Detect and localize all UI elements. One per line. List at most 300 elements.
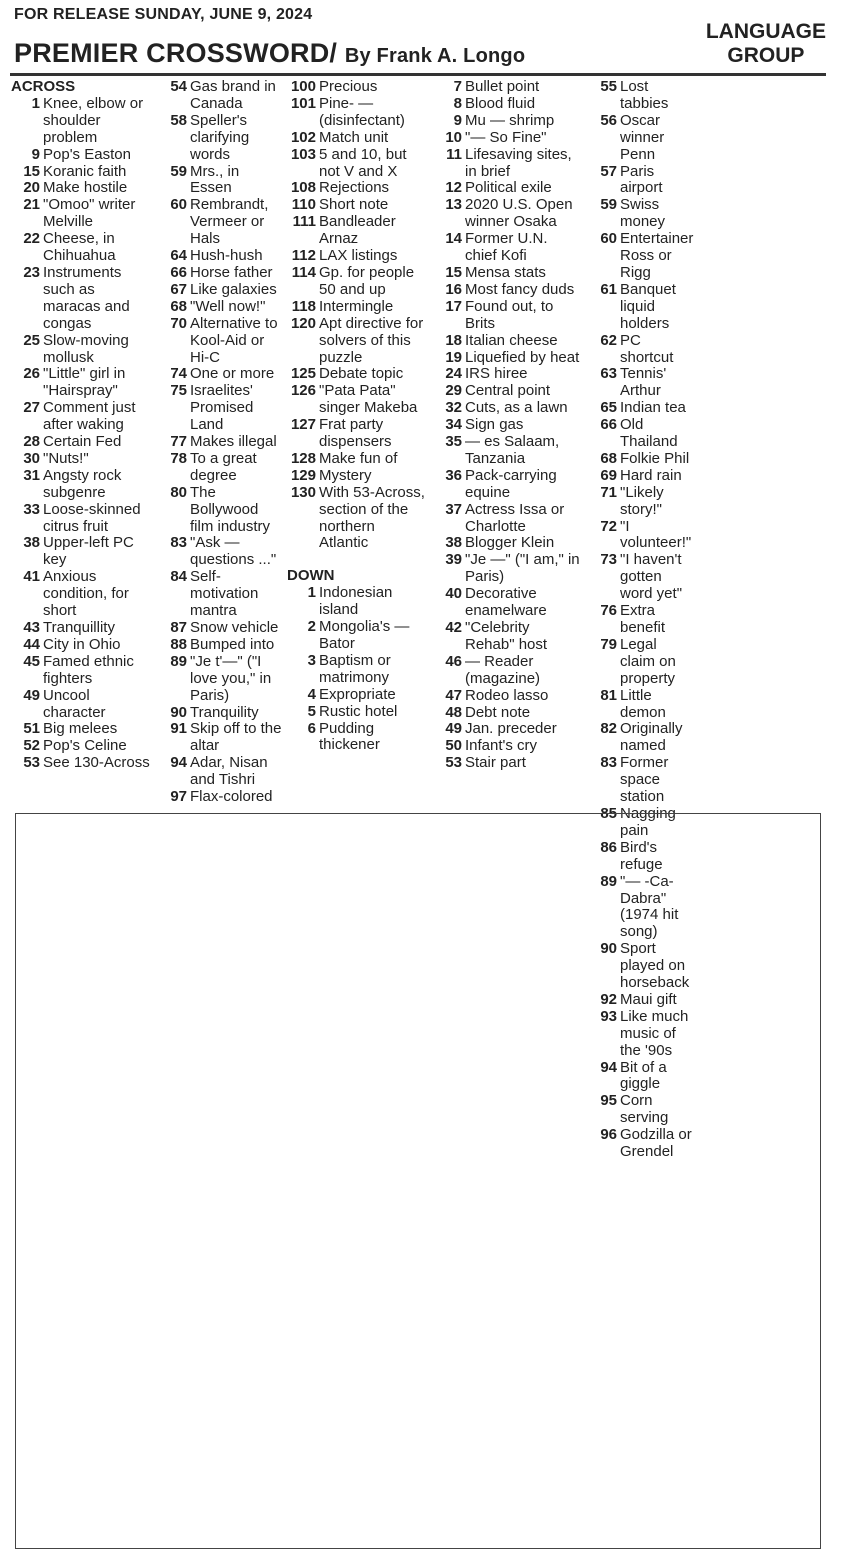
clue-text: City in Ohio (43, 635, 121, 653)
clue-text: Short note (319, 196, 389, 214)
clue-number: 83 (170, 534, 187, 552)
clue-number: 65 (600, 399, 617, 417)
publisher-group (706, 20, 826, 68)
down-clue (433, 197, 583, 231)
clue-text: Intermingle (319, 297, 394, 315)
down-clue (433, 113, 583, 130)
clue-number: 86 (600, 838, 617, 856)
across-clue (11, 637, 153, 654)
down-clue (433, 755, 583, 772)
down-clue (433, 535, 583, 552)
clue-number: 95 (600, 1092, 617, 1110)
clue-text: Political exile (465, 179, 552, 197)
across-clue (287, 468, 427, 485)
clue-text: Make fun of (319, 449, 398, 467)
across-clue (158, 569, 282, 620)
down-clue (433, 130, 583, 147)
release-line: FOR RELEASE SUNDAY, JUNE 9, 2024 (14, 6, 313, 23)
clue-number: 74 (170, 365, 187, 383)
across-clue (158, 265, 282, 282)
clue-text: Debate topic (319, 365, 404, 383)
clue-number: 81 (600, 686, 617, 704)
clue-number: 55 (600, 78, 617, 95)
across-clue (11, 147, 153, 164)
clue-number: 71 (600, 483, 617, 501)
clue-number: 114 (291, 263, 316, 281)
clue-number: 31 (23, 466, 40, 484)
clue-number: 90 (170, 703, 187, 721)
clue-text: The Bollywood film industry (190, 483, 271, 535)
down-clue (287, 585, 427, 619)
clue-number: 66 (600, 416, 617, 434)
clue-text: Jan. preceder (465, 720, 557, 738)
across-clue (158, 79, 282, 113)
clue-text: Knee, elbow or shoulder problem (43, 94, 144, 146)
clue-number: 13 (445, 196, 462, 214)
across-clue (287, 366, 427, 383)
clue-text: Snow vehicle (190, 619, 279, 636)
clue-number: 10 (445, 128, 462, 146)
clue-text: Entertainer Ross or Rigg (620, 230, 694, 281)
across-clue (158, 654, 282, 705)
down-clue (433, 299, 583, 333)
clue-number: 90 (600, 940, 617, 958)
clue-number: 8 (453, 94, 462, 112)
clue-number: 70 (170, 314, 187, 332)
clue-number: 35 (445, 433, 462, 451)
clue-text: Comment just after waking (43, 399, 136, 434)
clue-text: Gp. for people 50 and up (319, 263, 415, 298)
clue-text: Sign gas (465, 416, 524, 434)
down-clue (588, 688, 692, 722)
clue-text: "Pata Pata" singer Makeba (319, 382, 418, 417)
clue-text: Upper-left PC key (43, 534, 134, 569)
clue-number: 69 (600, 466, 617, 484)
clue-text: Pop's Celine (43, 737, 127, 755)
down-clue (287, 619, 427, 653)
down-clue (588, 282, 692, 333)
clue-number: 103 (290, 145, 316, 163)
clue-text: Originally named (620, 720, 683, 755)
clue-text: Alternative to Kool-Aid or Hi-C (190, 314, 278, 366)
clue-number: 108 (290, 179, 316, 197)
across-clue (11, 755, 153, 772)
clue-text: "Omoo" writer Melville (43, 196, 136, 231)
clue-text: Lifesaving sites, in brief (465, 145, 572, 180)
clue-text: 5 and 10, but not V and X (319, 145, 407, 180)
clue-text: Godzilla or Grendel (620, 1126, 692, 1161)
clue-text: Big melees (43, 720, 118, 738)
clue-text: Blogger Klein (465, 534, 555, 552)
clue-text: Blood fluid (465, 94, 536, 112)
clue-number: 100 (290, 78, 316, 95)
crossword-grid[interactable] (15, 813, 821, 1549)
clue-column (11, 79, 153, 772)
clue-text: Gas brand in Canada (190, 78, 276, 112)
clue-text: "I volunteer!" (620, 517, 692, 552)
across-clue (158, 434, 282, 451)
down-clue (433, 552, 583, 586)
clue-text: Adar, Nisan and Tishri (190, 754, 268, 789)
clue-text: "Ask — questions ..." (190, 534, 277, 569)
clue-number: 9 (453, 111, 462, 129)
down-clue (433, 721, 583, 738)
clue-number: 44 (23, 635, 40, 653)
clue-number: 4 (307, 685, 316, 703)
clue-number: 16 (445, 280, 462, 298)
clue-number: 120 (290, 314, 316, 332)
across-clue (11, 654, 153, 688)
across-clue (11, 400, 153, 434)
across-clue (287, 79, 427, 96)
clue-text: Match unit (319, 128, 389, 146)
clue-number: 46 (445, 652, 462, 670)
clue-number: 41 (23, 568, 40, 586)
across-clue (158, 721, 282, 755)
down-clue (588, 400, 692, 417)
clue-number: 73 (600, 551, 617, 569)
clue-text: "Nuts!" (43, 449, 89, 467)
clue-number: 54 (170, 78, 187, 95)
across-clue (287, 451, 427, 468)
clue-number: 5 (307, 702, 316, 720)
clue-number: 78 (170, 449, 187, 467)
clue-text: Banquet liquid holders (620, 280, 676, 332)
clue-number: 26 (23, 365, 40, 383)
clue-text: IRS hiree (465, 365, 528, 383)
clue-column (287, 79, 427, 754)
down-clue (433, 400, 583, 417)
down-clue (588, 79, 692, 113)
clue-text: — es Salaam, Tanzania (465, 433, 560, 467)
clue-text: Liquefied by heat (465, 348, 580, 366)
across-clue (287, 316, 427, 367)
clue-text: PC shortcut (620, 331, 674, 366)
down-clue (287, 704, 427, 721)
group-line-1: LANGUAGE (705, 20, 826, 43)
clue-number: 93 (600, 1007, 617, 1025)
clue-text: Expropriate (319, 685, 396, 703)
down-clue (588, 637, 692, 688)
clue-text: Little demon (620, 686, 666, 721)
down-clue (588, 603, 692, 637)
clue-number: 57 (600, 162, 617, 180)
clue-text: To a great degree (190, 449, 257, 484)
clue-number: 127 (290, 416, 316, 434)
down-clue (433, 366, 583, 383)
clue-number: 110 (291, 196, 316, 214)
down-clue (433, 265, 583, 282)
clue-number: 42 (445, 619, 462, 636)
clue-number: 66 (170, 263, 187, 281)
clue-text: Hard rain (620, 466, 682, 484)
down-clue (433, 333, 583, 350)
clue-text: Legal claim on property (620, 635, 676, 687)
clue-text: Self-motivation mantra (190, 568, 259, 620)
clue-text: Corn serving (620, 1092, 669, 1127)
across-clue (11, 569, 153, 620)
clue-text: Angsty rock subgenre (43, 466, 122, 501)
down-clue (287, 687, 427, 704)
down-clue (588, 417, 692, 451)
clue-number: 36 (445, 466, 462, 484)
clue-text: Bird's refuge (620, 838, 663, 873)
puzzle-title (14, 38, 525, 69)
clue-text: Koranic faith (43, 162, 127, 180)
across-clue (158, 197, 282, 248)
down-clue (588, 451, 692, 468)
down-clue (588, 333, 692, 367)
clue-number: 20 (23, 179, 40, 197)
clue-text: Anxious condition, for short (43, 568, 129, 620)
clue-text: Loose-skinned citrus fruit (43, 500, 141, 535)
across-clue (11, 738, 153, 755)
clue-number: 77 (170, 433, 187, 451)
clue-number: 37 (445, 500, 462, 518)
clue-text: Slow-moving mollusk (43, 331, 129, 366)
clue-number: 60 (170, 196, 187, 214)
clue-text: Italian cheese (465, 331, 558, 349)
clue-text: Actress Issa or Charlotte (465, 500, 565, 535)
across-clue (11, 468, 153, 502)
clue-text: Most fancy duds (465, 280, 575, 298)
across-clue (287, 214, 427, 248)
clue-number: 94 (600, 1058, 617, 1076)
clue-number: 89 (170, 652, 187, 670)
clue-number: 59 (170, 162, 187, 180)
clue-number: 60 (600, 230, 617, 248)
clue-number: 49 (445, 720, 462, 738)
clue-number: 1 (31, 94, 40, 112)
clue-number: 11 (446, 145, 462, 163)
down-clue (588, 197, 692, 231)
clue-number: 14 (445, 230, 462, 248)
clue-text: Former space station (620, 754, 669, 806)
clue-text: Pack-carrying equine (465, 466, 557, 501)
clue-number: 30 (23, 449, 40, 467)
clue-text: Like much music of the '90s (620, 1007, 689, 1059)
down-clue (433, 738, 583, 755)
across-clue (158, 789, 282, 806)
across-clue (158, 383, 282, 434)
clue-column (158, 79, 282, 806)
clue-number: 91 (170, 720, 187, 738)
across-clue (287, 299, 427, 316)
clue-number: 97 (170, 788, 187, 806)
across-clue (287, 147, 427, 181)
clue-text: Found out, to Brits (465, 297, 554, 332)
across-clue (158, 248, 282, 265)
clue-number: 38 (23, 534, 40, 552)
clue-text: "I haven't gotten word yet" (620, 551, 683, 603)
clue-text: Indonesian island (319, 584, 393, 619)
across-clue (11, 231, 153, 265)
clue-text: Mu — shrimp (465, 111, 555, 129)
down-clue (433, 79, 583, 96)
clue-number: 33 (23, 500, 40, 518)
clue-text: Nagging pain (620, 804, 676, 839)
across-clue (11, 620, 153, 637)
clue-number: 7 (453, 78, 462, 95)
down-clue (588, 113, 692, 164)
clue-number: 47 (445, 686, 462, 704)
down-clue (433, 620, 583, 654)
clue-text: Pudding thickener (319, 719, 380, 754)
clue-text: With 53-Across, section of the northern Atlantic (319, 483, 425, 552)
clue-text: Swiss money (620, 196, 666, 231)
across-clue (11, 164, 153, 181)
across-clue (11, 197, 153, 231)
across-clue (158, 755, 282, 789)
clue-text: Tranquillity (43, 619, 115, 636)
across-clue (287, 383, 427, 417)
down-clue (588, 366, 692, 400)
clue-number: 72 (600, 517, 617, 535)
across-clue (287, 248, 427, 265)
clue-number: 17 (445, 297, 462, 315)
clue-number: 79 (600, 635, 617, 653)
clue-text: Mensa stats (465, 263, 546, 281)
clue-text: Famed ethnic fighters (43, 652, 134, 687)
clue-text: — Reader (magazine) (465, 652, 541, 687)
group-line-2: GROUP (727, 44, 805, 67)
across-clue (287, 417, 427, 451)
clue-text: Rustic hotel (319, 702, 398, 720)
clue-number: 32 (445, 399, 462, 417)
clue-number: 112 (291, 247, 316, 265)
across-clue (158, 705, 282, 722)
clue-number: 23 (23, 263, 40, 281)
clue-text: Makes illegal (190, 433, 277, 451)
clue-text: Tennis' Arthur (620, 365, 667, 400)
across-clue (287, 130, 427, 147)
clue-number: 92 (600, 990, 617, 1008)
down-clue (433, 180, 583, 197)
down-clue (433, 96, 583, 113)
down-clue (433, 147, 583, 181)
clue-number: 125 (290, 365, 316, 383)
clue-text: Decorative enamelware (465, 585, 547, 620)
clue-text: Pine- — (disinfectant) (319, 94, 405, 129)
down-clue (433, 282, 583, 299)
clue-text: Paris airport (620, 162, 663, 197)
across-clue (158, 299, 282, 316)
across-clue (287, 180, 427, 197)
clue-text: "— So Fine" (465, 128, 547, 146)
clue-text: "Je t'—" ("I love you," in Paris) (190, 652, 272, 704)
clue-number: 64 (170, 247, 187, 265)
clue-text: Israelites' Promised Land (190, 382, 254, 434)
clue-number: 94 (170, 754, 187, 772)
clue-number: 38 (445, 534, 462, 552)
across-heading: ACROSS (11, 78, 76, 95)
down-clue (588, 721, 692, 755)
across-clue (11, 688, 153, 722)
clue-number: 39 (445, 551, 462, 569)
clue-text: Certain Fed (43, 433, 122, 451)
clue-number: 15 (445, 263, 462, 281)
clue-text: Cuts, as a lawn (465, 399, 568, 417)
clue-number: 50 (445, 737, 462, 755)
clue-number: 85 (600, 804, 617, 822)
clue-number: 96 (600, 1126, 617, 1144)
clue-number: 53 (445, 754, 462, 772)
clue-number: 21 (23, 196, 40, 214)
clue-text: "Likely story!" (620, 483, 664, 518)
clue-number: 111 (292, 213, 316, 231)
clue-number: 3 (307, 651, 316, 669)
clue-number: 43 (23, 619, 40, 636)
clue-number: 82 (600, 720, 617, 738)
clue-text: Mystery (319, 466, 372, 484)
clue-number: 9 (31, 145, 40, 163)
down-clue (588, 552, 692, 603)
clue-number: 126 (290, 382, 316, 400)
across-clue (287, 197, 427, 214)
down-clue (433, 586, 583, 620)
clue-number: 6 (307, 719, 316, 737)
clue-number: 29 (445, 382, 462, 400)
clue-text: Mrs., in Essen (190, 162, 240, 197)
down-clue (588, 231, 692, 282)
clue-text: "— -Ca-Dabra" (1974 hit song) (620, 872, 679, 941)
down-clue (433, 468, 583, 502)
across-clue (158, 620, 282, 637)
down-clue (287, 721, 427, 755)
clue-text: "Well now!" (190, 297, 266, 315)
clue-number: 22 (23, 230, 40, 248)
across-clue (287, 96, 427, 130)
clue-text: Flax-colored (190, 788, 273, 806)
clue-text: Bullet point (465, 78, 540, 95)
clue-text: Like galaxies (190, 280, 277, 298)
clue-text: Baptism or matrimony (319, 651, 391, 686)
clue-number: 34 (445, 416, 462, 434)
clue-text: Former U.N. chief Kofi (465, 230, 548, 265)
clue-number: 24 (445, 365, 462, 383)
clue-text: Old Thailand (620, 416, 678, 451)
clue-number: 15 (23, 162, 40, 180)
across-clue (11, 434, 153, 451)
clue-text: Indian tea (620, 399, 686, 417)
clue-text: "Je —" ("I am," in Paris) (465, 551, 580, 586)
down-clue (588, 519, 692, 553)
clue-number: 18 (445, 331, 462, 349)
across-clue (11, 265, 153, 333)
across-clue (11, 180, 153, 197)
across-clue (158, 366, 282, 383)
clue-number: 12 (445, 179, 462, 197)
across-clue (158, 113, 282, 164)
header-rule (10, 73, 826, 76)
clue-number: 49 (23, 686, 40, 704)
clue-text: Rembrandt, Vermeer or Hals (190, 196, 269, 248)
clue-number: 25 (23, 331, 40, 349)
across-clue (158, 316, 282, 367)
title-text: PREMIER CROSSWORD/ (14, 38, 338, 68)
across-clue (11, 535, 153, 569)
clue-text: Bandleader Arnaz (319, 213, 396, 248)
clue-text: Frat party dispensers (319, 416, 392, 451)
across-clue (11, 721, 153, 738)
clue-text: "Celebrity Rehab" host (465, 619, 548, 653)
clue-text: Speller's clarifying words (190, 111, 250, 163)
across-clue (287, 485, 427, 553)
clue-text: Central point (465, 382, 551, 400)
down-clue (433, 688, 583, 705)
clue-text: 2020 U.S. Open winner Osaka (465, 196, 573, 231)
clue-number: 19 (445, 348, 462, 366)
